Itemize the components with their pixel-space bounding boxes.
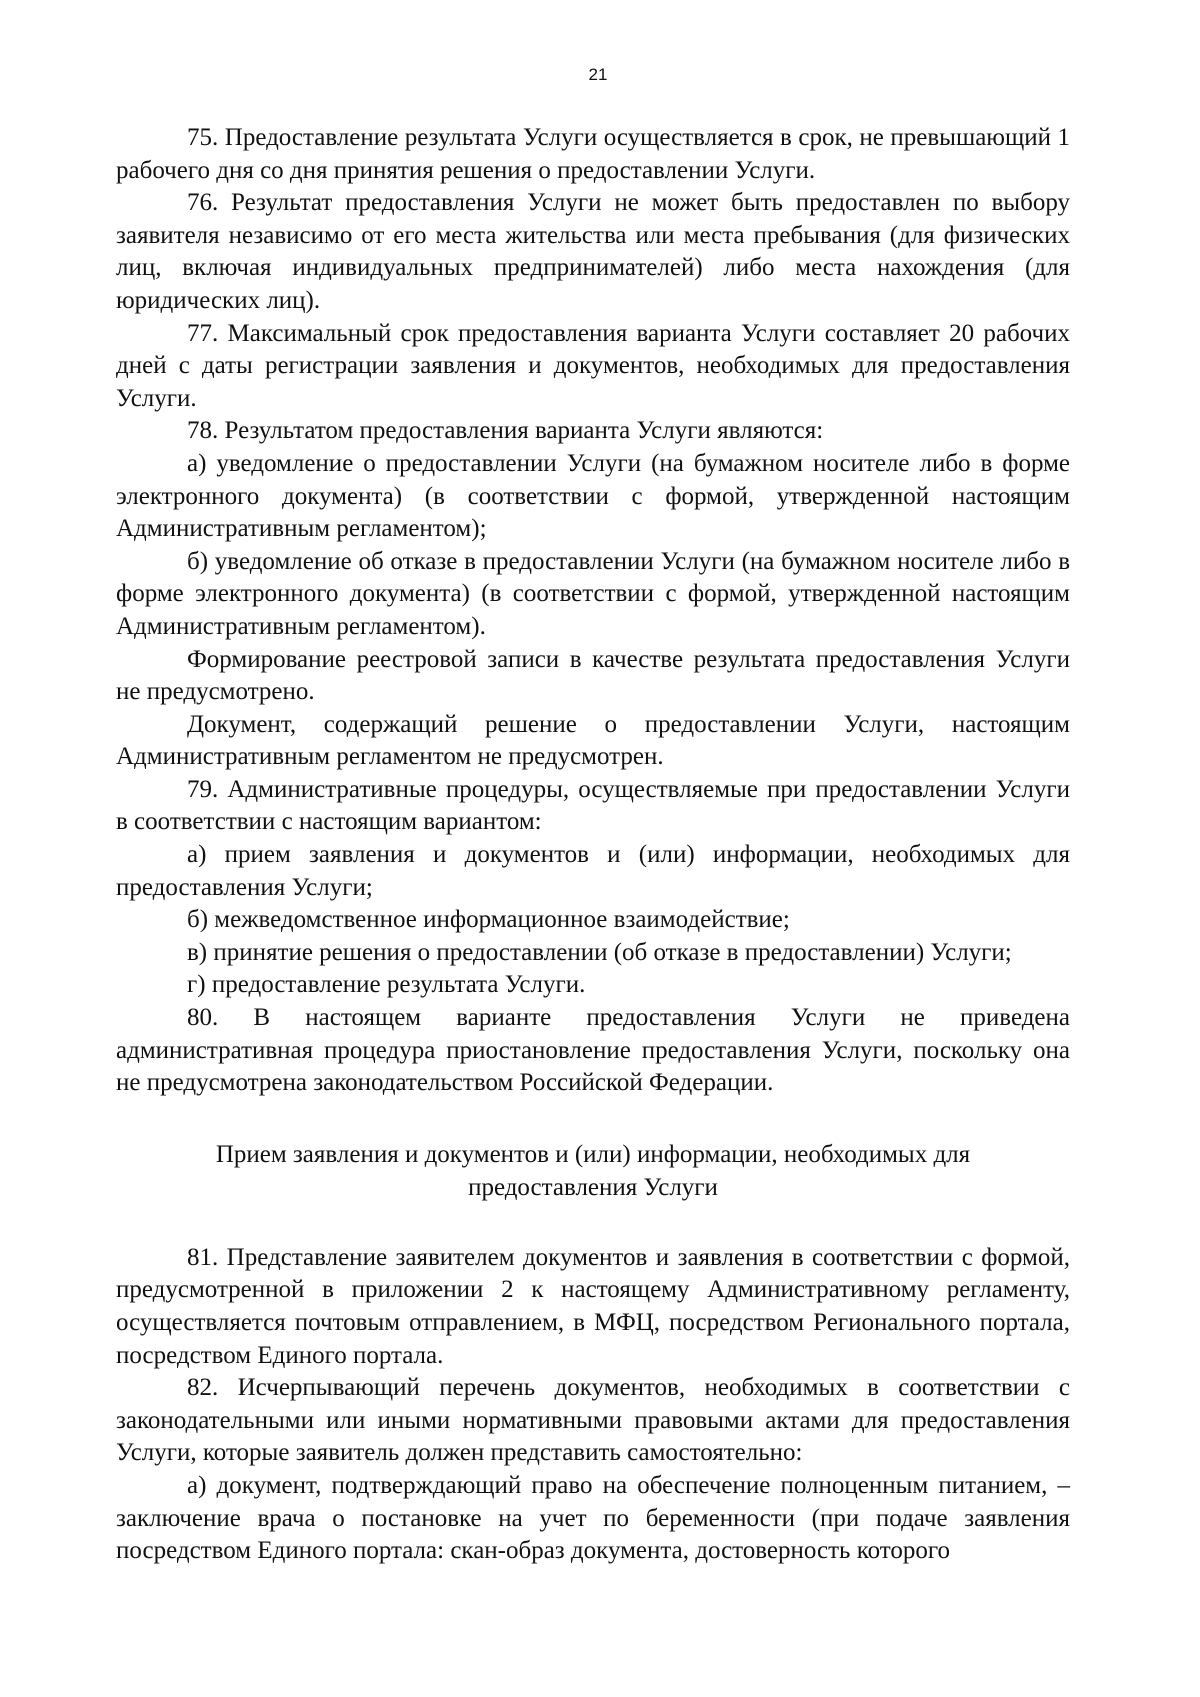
paragraph-decision-document: Документ, содержащий решение о предоставлении Услуги, настоящим Административным регламентом не предусмотрен. (116, 710, 1070, 771)
page-number: 21 (588, 65, 608, 84)
paragraph-79: 79. Административные процедуры, осуществляемые при предоставлении Услуги в соответствии с настоящим вариантом: (116, 775, 1070, 836)
paragraph-77: 77. Максимальный срок предоставления варианта Услуги составляет 20 рабочих дней с даты регистрации заявления и документов, необходимых для предоставления Услуги. (116, 319, 1070, 412)
paragraph-78-item-b: б) уведомление об отказе в предоставлении Услуги (на бумажном носителе либо в форме электронного документа) (в соответствии с формой, утвержденной настоящим Административным регламентом). (116, 547, 1070, 640)
paragraph-82-item-a: а) документ, подтверждающий право на обеспечение полноценным питанием, – заключение врача о постановке на учет по беременности (при подаче заявления посредством Единого портала: скан-образ документа, достоверность которого (116, 1471, 1070, 1565)
section-heading (116, 1138, 1070, 1204)
paragraph-78-item-a: а) уведомление о предоставлении Услуги (на бумажном носителе либо в форме электронного документа) (в соответствии с формой, утвержденной настоящим Административным регламентом); (116, 449, 1070, 543)
section-heading-line-1: Прием заявления и документов и (или) информации, необходимых для (215, 1140, 971, 1168)
paragraph-75: 75. Предоставление результата Услуги осуществляется в срок, не превышающий 1 рабочего дня со дня принятия решения о предоставлении Услуги. (116, 124, 1070, 184)
document-page (116, 64, 1070, 1568)
paragraph-78: 78. Результатом предоставления варианта Услуги являются: (187, 417, 824, 445)
paragraph-82: 82. Исчерпывающий перечень документов, необходимых в соответствии с законодательными или иными нормативными правовыми актами для предоставления Услуги, которые заявитель должен представить самостоятельно: (116, 1374, 1070, 1467)
paragraph-80: 80. В настоящем варианте предоставления Услуги не приведена административная процедура приостановление предоставления Услуги, поскольку она не предусмотрена законодательством Российской Федерации. (116, 1004, 1070, 1097)
paragraph-81: 81. Представление заявителем документов и заявления в соответствии с формой, предусмотренной в приложении 2 к настоящему Административному регламенту, осуществляется почтовым отправлением, в МФЦ, посредством Регионального портала, посредством Единого портала. (116, 1243, 1070, 1369)
paragraph-79-item-b: б) межведомственное информационное взаимодействие; (187, 906, 790, 934)
paragraph-79-item-c: в) принятие решения о предоставлении (об отказе в предоставлении) Услуги; (187, 938, 1012, 966)
paragraph-76: 76. Результат предоставления Услуги не может быть предоставлен по выбору заявителя независимо от его места жительства или места пребывания (для физических лиц, включая индивидуальных предпринимателей) либо места нахождения (для юридических лиц). (116, 189, 1070, 314)
paragraph-79-item-d: г) предоставление результата Услуги. (187, 971, 586, 999)
paragraph-registry-record: Формирование реестровой записи в качестве результата предоставления Услуги не предусмотрено. (116, 645, 1070, 706)
paragraph-79-item-a: а) прием заявления и документов и (или) информации, необходимых для предоставления Услуги; (116, 841, 1070, 901)
section-heading-line-2: предоставления Услуги (468, 1173, 718, 1201)
